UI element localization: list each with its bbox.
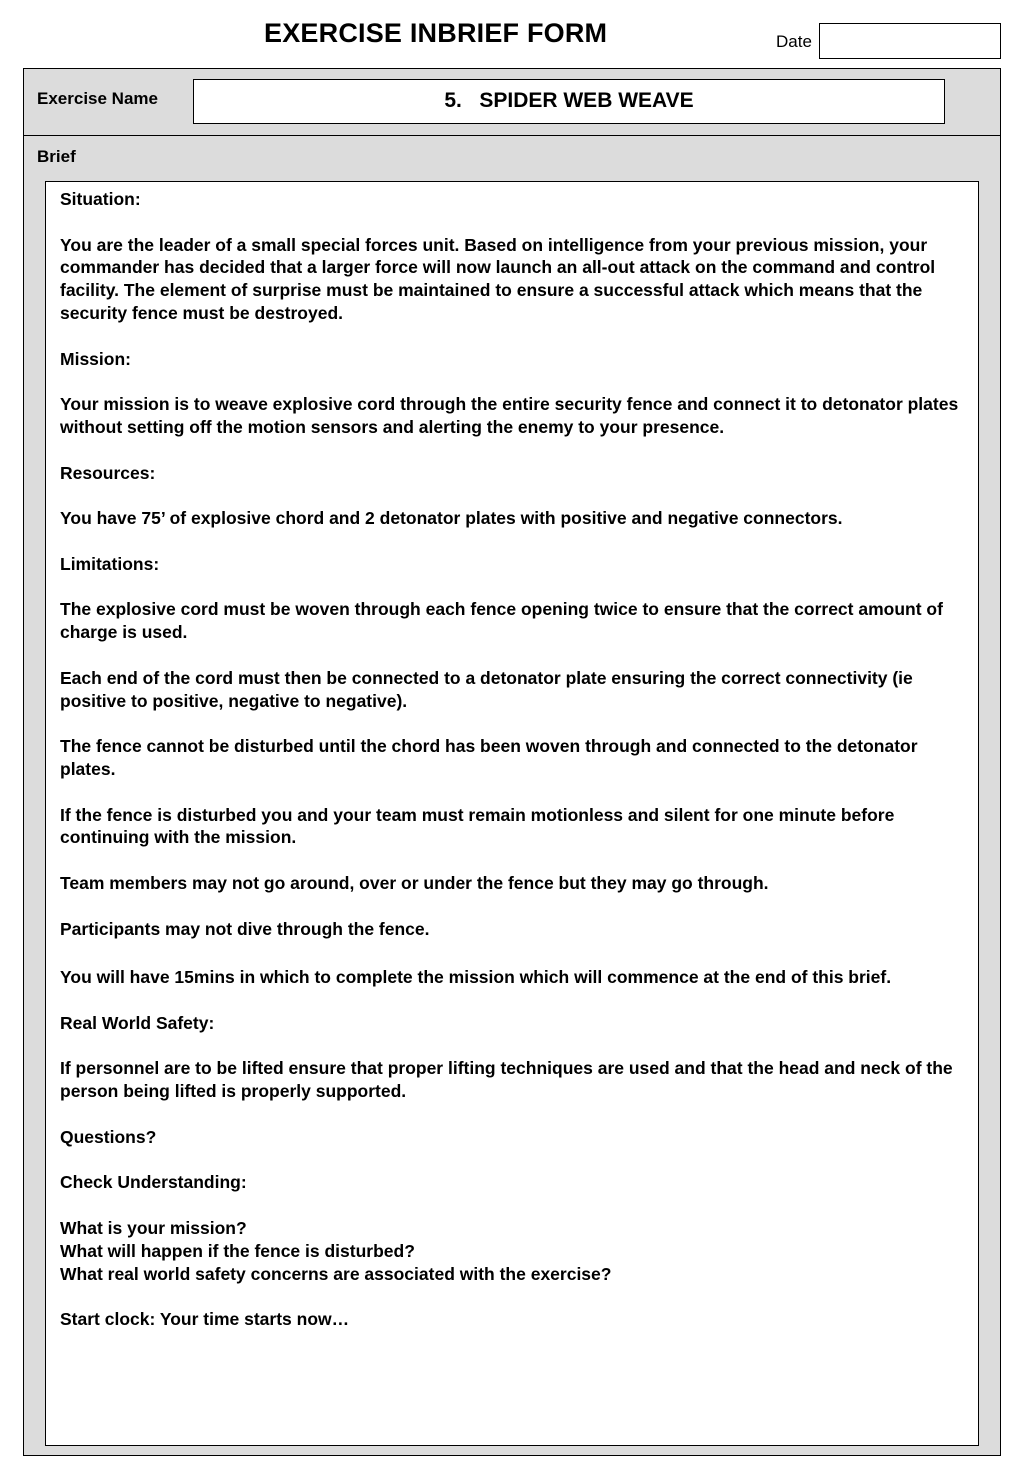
situation-heading: Situation: xyxy=(60,189,141,209)
date-field[interactable] xyxy=(819,23,1001,59)
limitation-item: If the fence is disturbed you and your team must remain motionless and silent for one minute before continuing with the mission. xyxy=(60,804,895,848)
check-heading: Check Understanding: xyxy=(60,1172,247,1193)
form-body xyxy=(23,68,1001,1456)
check-question: What will happen if the fence is disturbed? xyxy=(60,1240,415,1261)
safety-heading: Real World Safety: xyxy=(60,1012,215,1033)
brief-label: Brief xyxy=(37,147,76,166)
form-title: EXERCISE INBRIEF FORM xyxy=(264,18,608,48)
limitation-item: Team members may not go around, over or under the fence but they may go through. xyxy=(60,872,769,893)
limitation-item: Each end of the cord must then be connected to a detonator plate ensuring the correct connectivity (ie positive to positive, negative to negative). xyxy=(60,667,913,711)
limitation-item: The explosive cord must be woven through each fence opening twice to ensure that the correct amount of charge is used. xyxy=(60,599,943,643)
brief-content xyxy=(45,181,979,1446)
exercise-name-field[interactable]: 5. SPIDER WEB WEAVE xyxy=(193,79,945,124)
limitations-heading: Limitations: xyxy=(60,553,160,574)
resources-text: You have 75’ of explosive chord and 2 detonator plates with positive and negative connectors. xyxy=(60,508,843,529)
limitation-item: Participants may not dive through the fence. xyxy=(60,918,430,939)
exercise-name-label: Exercise Name xyxy=(37,89,158,108)
resources-heading: Resources: xyxy=(60,462,156,483)
safety-text: If personnel are to be lifted ensure that proper lifting techniques are used and that the head and neck of the person being lifted is properly supported. xyxy=(60,1058,953,1102)
check-question: What real world safety concerns are associated with the exercise? xyxy=(60,1263,612,1284)
time-text: You will have 15mins in which to complete the mission which will commence at the end of this brief. xyxy=(60,967,892,988)
exercise-name-row xyxy=(24,69,1000,136)
date-label: Date xyxy=(776,32,812,51)
start-clock-text: Start clock: Your time starts now… xyxy=(60,1309,350,1330)
mission-text: Your mission is to weave explosive cord through the entire security fence and connect it to detonator plates without setting off the motion sensors and alerting the enemy to your presence. xyxy=(60,394,959,437)
check-question: What is your mission? xyxy=(60,1218,247,1239)
situation-text: You are the leader of a small special forces unit. Based on intelligence from your previous mission, your commander has decided that a larger force will now launch an all-out attack on the command and control facility. The element of surprise must be maintained to ensure a successful attack which means that the security fence must be destroyed. xyxy=(60,234,936,323)
questions-text: Questions? xyxy=(60,1126,157,1147)
limitation-item: The fence cannot be disturbed until the chord has been woven through and connected to the detonator plates. xyxy=(60,736,918,779)
mission-heading: Mission: xyxy=(60,348,131,369)
